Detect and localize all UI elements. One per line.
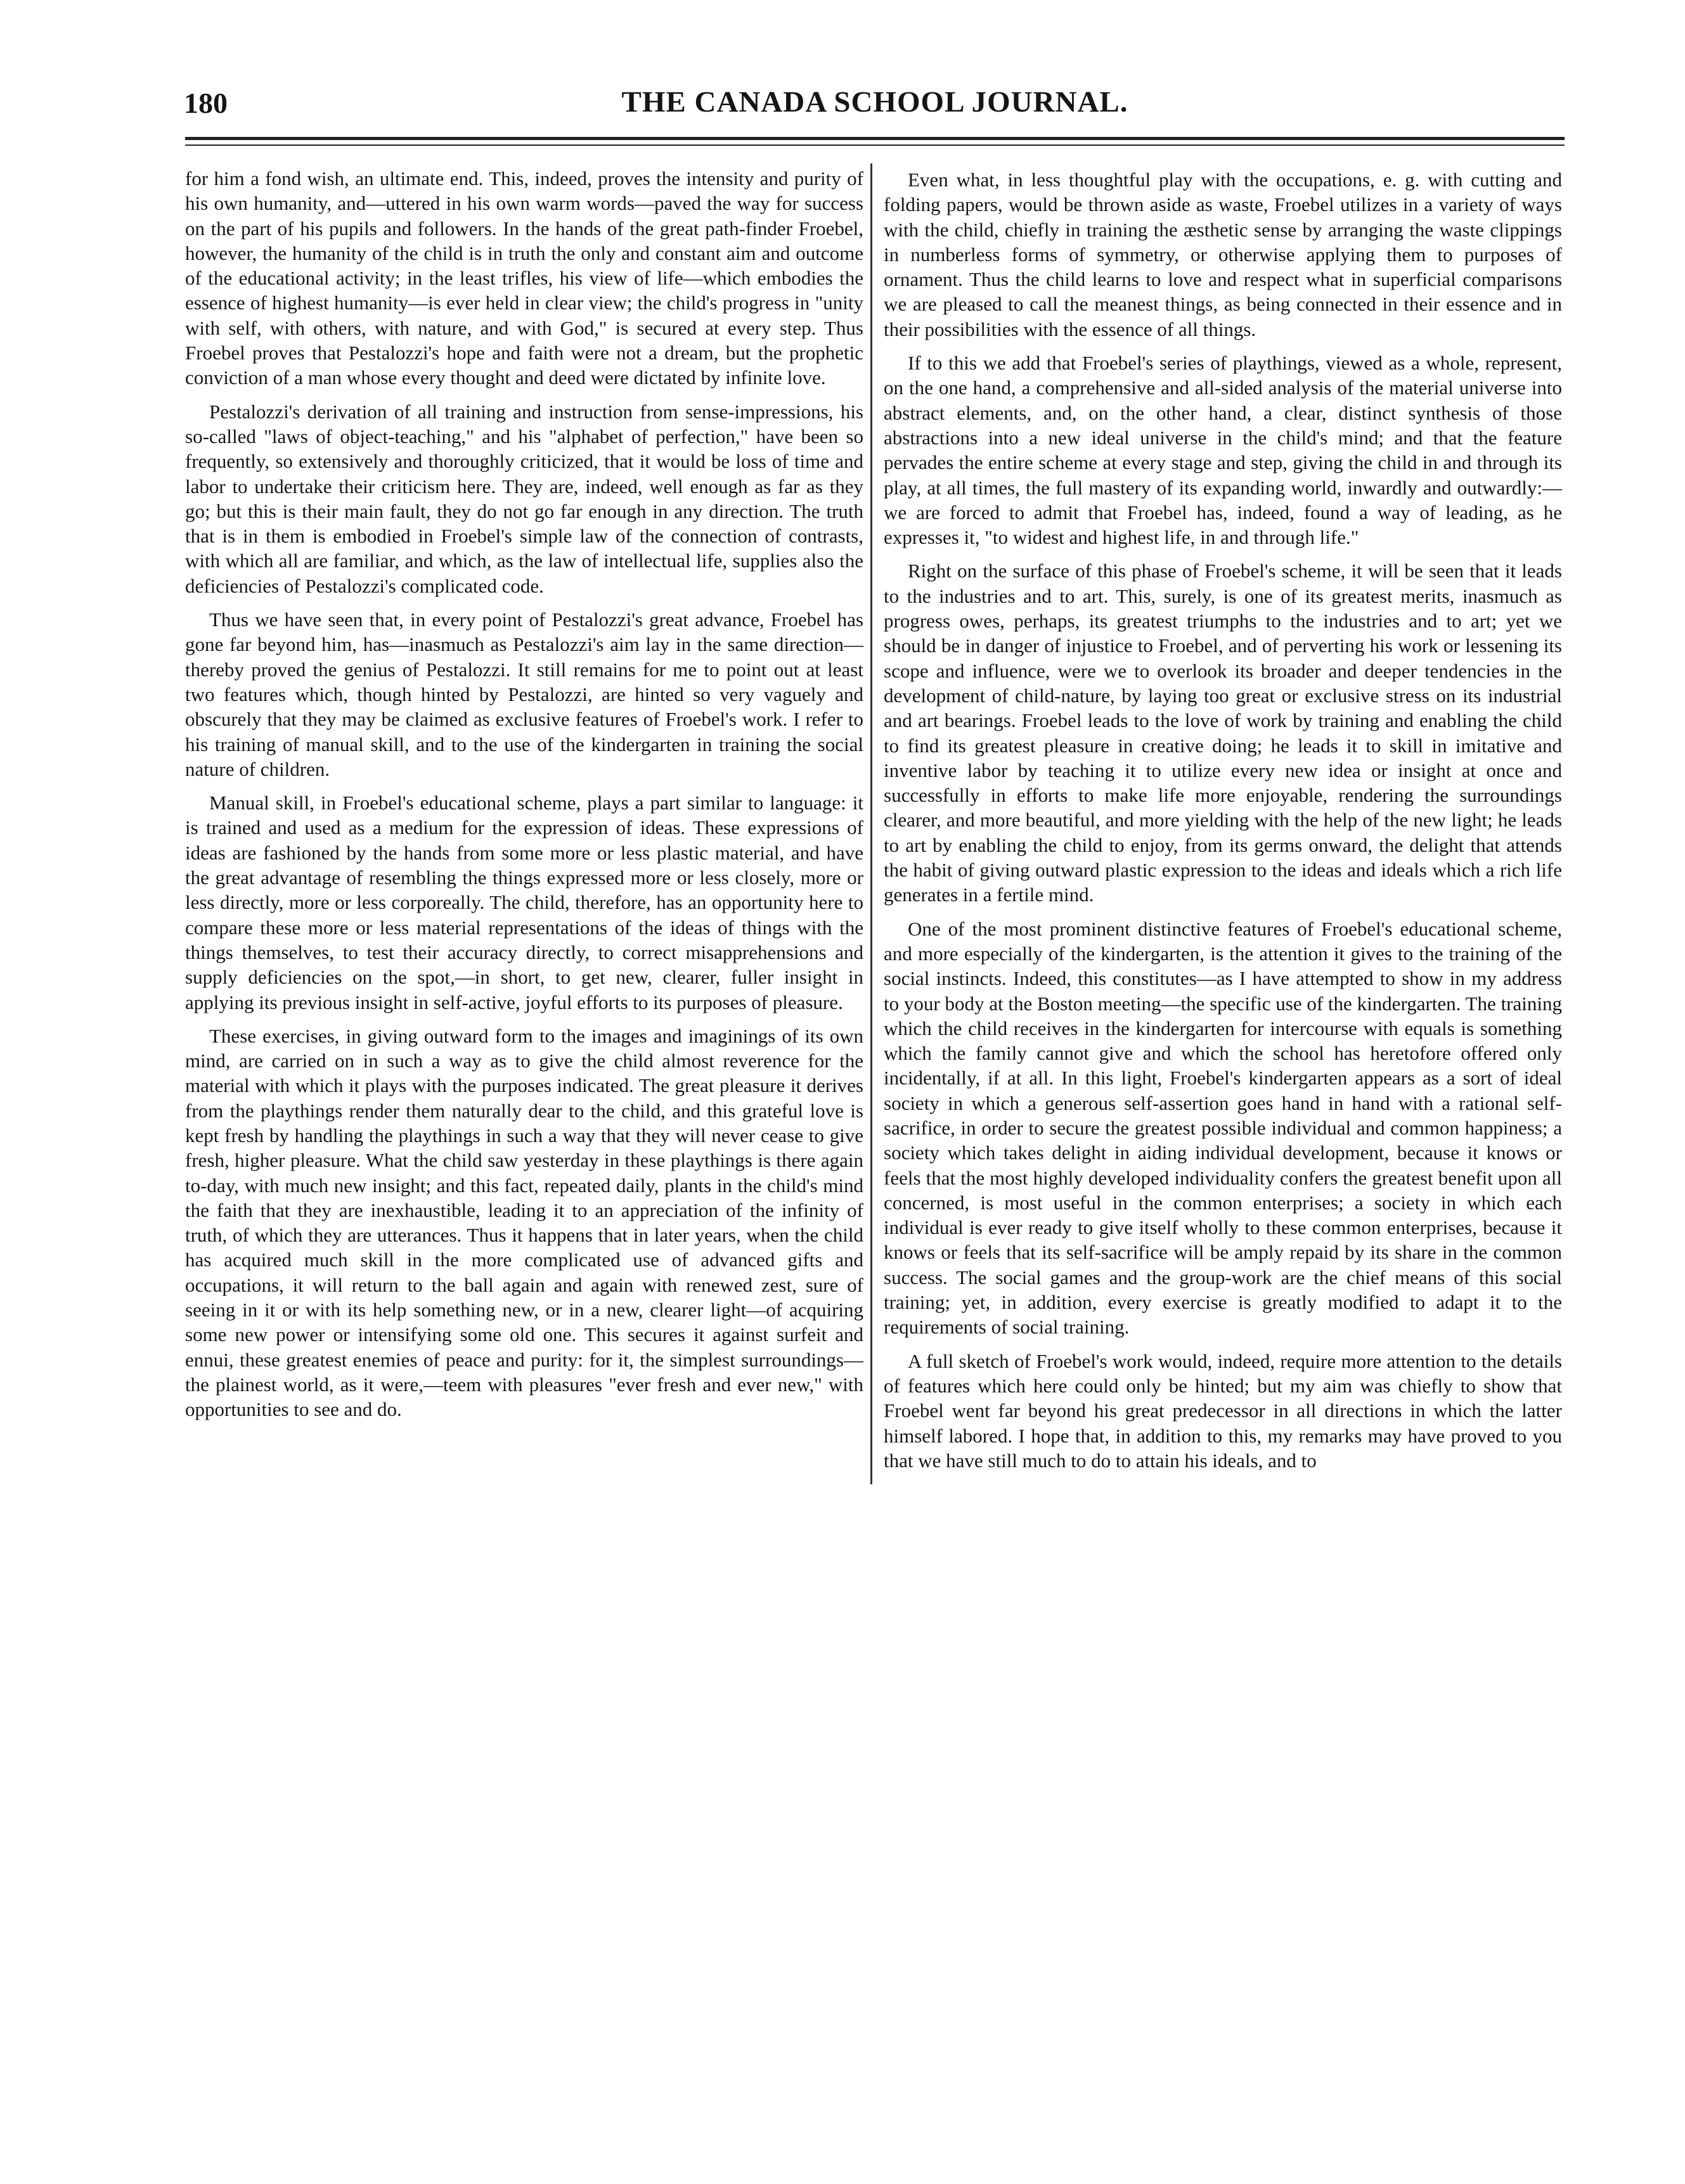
paragraph: One of the most prominent distinctive features of Froebel's educational scheme, and more especially of the kindergarten, is the attention it gives to the training of the social instincts. Indeed, this constitutes—as I have attempted to show in my address to your body at the Boston meeting—the specific use of the kindergarten. The training which the child receives in the kindergarten for intercourse with equals is something which the family cannot give and which the school has heretofore offered only incidentally, if at all. In this light, Froebel's kindergarten appears as a sort of ideal society in which a generous self-assertion goes hand in hand with a rational self-sacrifice, in order to secure the greatest possible individual and common happiness; a society which takes delight in aiding individual development, because it knows or feels that the most highly developed individuality confers the greatest benefit upon all concerned, is most useful in the common enterprises; a society in which each individual is ever ready to give itself wholly to these common enterprises, because it knows or feels that its self-sacrifice will be amply repaid by its share in the common success. The social games and the group-work are the chief means of this social training; yet, in addition, every exercise is greatly modified to adapt it to the requirements of social training. [884,917,1562,1339]
journal-title: THE CANADA SCHOOL JOURNAL. [621,86,1128,119]
left-column [185,166,863,1431]
header-rule-thick [185,137,1565,140]
paragraph: Thus we have seen that, in every point of Pestalozzi's great advance, Froebel has gone far beyond him, has—inasmuch as Pestalozzi's aim lay in the same direction—thereby proved the genius of Pestalozzi. It still remains for me to point out at least two features which, though hinted by Pestalozzi, are hinted so very vaguely and obscurely that they may be claimed as exclusive features of Froebel's work. I refer to his training of manual skill, and to the use of the kindergarten in training the social nature of children. [185,608,863,780]
paragraph: for him a fond wish, an ultimate end. This, indeed, proves the intensity and purity of his own humanity, and—uttered in his own warm words—paved the way for success on the part of his pupils and followers. In the hands of the great path-finder Froebel, however, the humanity of the child is in truth the only and constant aim and outcome of the educational activity; in the least trifles, his view of life—which embodies the essence of highest humanity—is ever held in clear view; the child's progress in "unity with self, with others, with nature, and with God," is secured at every step. Thus Froebel proves that Pestalozzi's hope and faith were not a dream, but the prophetic conviction of a man whose every thought and deed were dictated by infinite love. [185,167,863,389]
paragraph: These exercises, in giving outward form to the images and imaginings of its own mind, are carried on in such a way as to give the child almost reverence for the material with which it plays with the purposes indicated. The great pleasure it derives from the playthings render them naturally dear to the child, and this grateful love is kept fresh by handling the playthings in such a way that they will never cease to give fresh, higher pleasure. What the child saw yesterday in these playthings is there again to-day, with much new insight; and this fact, repeated daily, plants in the child's mind the faith that they are inexhaustible, leading it to an appreciation of the infinity of truth, of which they are utterances. Thus it happens that in later years, when the child has acquired much skill in the more complicated use of advanced gifts and occupations, it will return to the ball again and again with renewed zest, sure of seeing in it or with its help something new, or in a new, clearer light—of acquiring some new power or intensifying some old one. This secures it against surfeit and ennui, these greatest enemies of peace and purity: for it, the simplest surroundings—the plainest world, as it were,—teem with pleasures "ever fresh and ever new," with opportunities to see and do. [185,1024,863,1421]
paragraph: Pestalozzi's derivation of all training and instruction from sense-impressions, his so-called "laws of object-teaching," and his "alphabet of perfection," have been so frequently, so extensively and thoroughly criticized, that it would be loss of time and labor to undertake their criticism here. They are, indeed, well enough as far as they go; but this is their main fault, they do not go far enough in any direction. The truth that is in them is embodied in Froebel's simple law of the connection of contrasts, with which all are familiar, and which, as the law of intellectual life, supplies also the deficiencies of Pestalozzi's complicated code. [185,400,863,597]
column-divider [870,164,872,1484]
page-header [184,81,1566,132]
page-number: 180 [184,87,228,119]
paragraph: Right on the surface of this phase of Froebel's scheme, it will be seen that it leads to the industries and to art. This, surely, is one of its greatest merits, inasmuch as progress owes, perhaps, its greatest triumphs to the industries and to art; yet we should be in danger of injustice to Froebel, and of perverting his work or lessening its scope and influence, were we to overlook its broader and deeper tendencies in the development of child-nature, by laying too great or exclusive stress on its industrial and art bearings. Froebel leads to the love of work by training and enabling the child to find its greatest pleasure in creative doing; he leads it to skill in imitative and inventive labor by teaching it to utilize every new idea or insight at once and successfully in efforts to make life more enjoyable, rendering the surroundings clearer, and more beautiful, and more yielding with the help of the new light; he leads to art by enabling the child to enjoy, from its germs onward, the delight that attends the habit of giving outward plastic expression to the ideas and ideals which a rich life generates in a fertile mind. [884,560,1562,906]
paragraph: Manual skill, in Froebel's educational scheme, plays a part similar to language: it is trained and used as a medium for the expression of ideas. These expressions of ideas are fashioned by the hands from some more or less plastic material, and have the great advantage of resembling the things expressed more or less closely, more or less directly, more or less corporeally. The child, therefore, has an opportunity here to compare these more or less material representations of the ideas of things with the things themselves, to test their accuracy directly, to correct misapprehensions and supply deficiencies on the spot,—in short, to get new, clearer, fuller insight in applying its previous insight in self-active, joyful efforts to its purposes of pleasure. [185,792,863,1013]
header-rule-thin [185,145,1565,146]
right-column [884,167,1562,1482]
paragraph: If to this we add that Froebel's series of playthings, viewed as a whole, represent, on the one hand, a comprehensive and all-sided analysis of the material universe into abstract elements, and, on the other hand, a clear, distinct synthesis of those abstractions into a new ideal universe in the child's mind; and that the feature pervades the entire scheme at every stage and step, giving the child in and through its play, at all times, the full mastery of its expanding world, inwardly and outwardly:—we are forced to admit that Froebel has, indeed, found a way of leading, as he expresses it, "to widest and highest life, in and through life." [884,352,1562,549]
paragraph: A full sketch of Froebel's work would, indeed, require more attention to the details of features which here could only be hinted; but my aim was chiefly to show that Froebel went far beyond his great predecessor in all directions in which the latter himself labored. I hope that, in addition to this, my remarks may have proved to you that we have still much to do to attain his ideals, and to [884,1349,1562,1472]
paragraph: Even what, in less thoughtful play with the occupations, e. g. with cutting and folding papers, would be thrown aside as waste, Froebel utilizes in a variety of ways with the child, chiefly in training the æsthetic sense by arranging the waste clippings in numberless forms of symmetry, or otherwise applying them to purposes of ornament. Thus the child learns to love and respect what in superficial comparisons we are pleased to call the meanest things, as being connected in their essence and in their possibilities with the essence of all things. [884,169,1562,340]
